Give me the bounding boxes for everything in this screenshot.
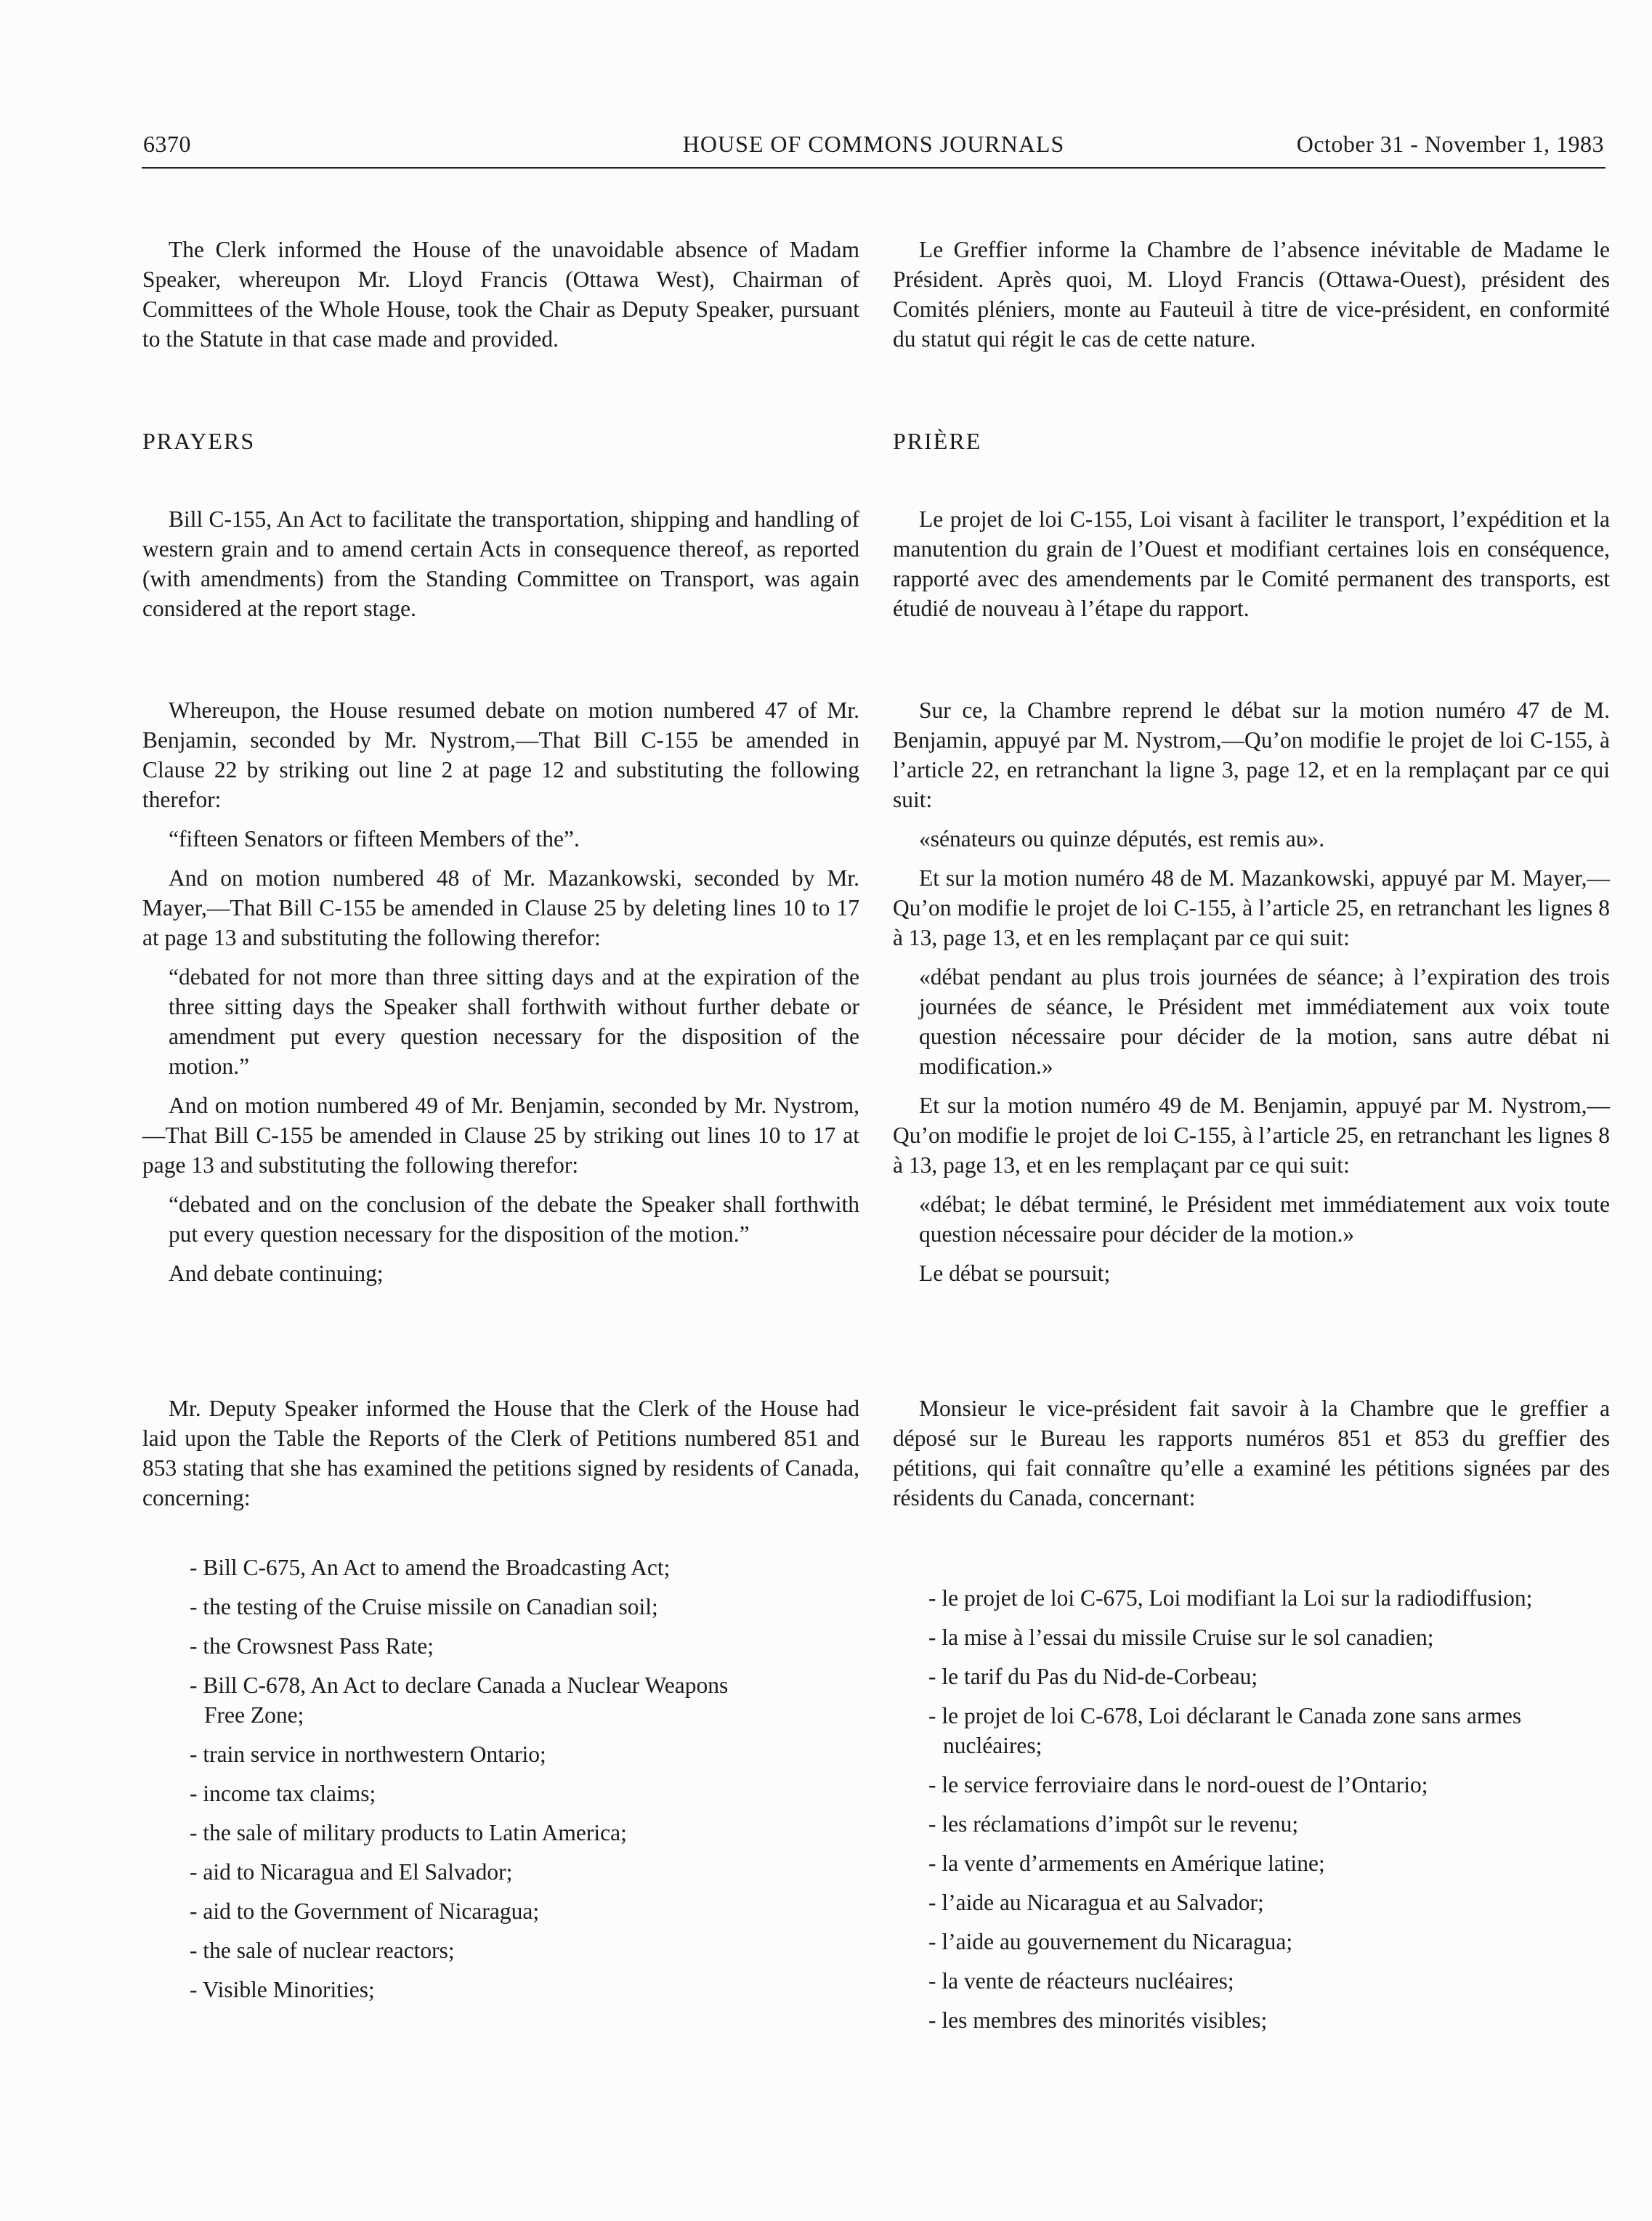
list-item: - la vente d’armements en Amérique latine; bbox=[928, 1850, 1325, 1876]
list-item: - le tarif du Pas du Nid-de-Corbeau; bbox=[928, 1664, 1258, 1689]
motions-section-fr bbox=[893, 695, 1610, 1288]
motion-47: Whereupon, the House resumed debate on motion numbered 47 of Mr. Benjamin, seconded by Mr. Nystrom,—That Bill C-155 be amended in Clause 22 by striking out line 2 at page 12 and substituting the following therefor: bbox=[142, 697, 859, 812]
petitions-intro-fr: Monsieur le vice-président fait savoir à la Chambre que le greffier a déposé sur le Bureau les rapports numéros 851 et 853 du greffier des pétitions, qui fait connaître qu’elle a examiné les pétitions signées par des résidents du Canada, concernant: bbox=[893, 1396, 1610, 1510]
petitions-intro: Mr. Deputy Speaker informed the House that the Clerk of the House had laid upon the Table the Reports of the Clerk of Petitions numbered 851 and 853 stating that she has examined the petitions signed by residents of Canada, concerning: bbox=[142, 1396, 859, 1510]
prayers-heading-fr: PRIÈRE bbox=[893, 428, 982, 454]
list-item: - Visible Minorities; bbox=[190, 1977, 375, 2002]
motion-49-quote-fr: «débat; le débat terminé, le Président met immédiatement aux voix toute question nécessaire pour décider de la motion.» bbox=[919, 1192, 1610, 1247]
list-item: - le projet de loi C-675, Loi modifiant la Loi sur la radiodiffusion; bbox=[928, 1585, 1533, 1611]
motion-47-quote: “fifteen Senators or fifteen Members of the”. bbox=[169, 826, 580, 851]
motion-48-fr: Et sur la motion numéro 48 de M. Mazankowski, appuyé par M. Mayer,—Qu’on modifie le projet de loi C-155, à l’article 25, en retranchant les lignes 8 à 13, page 13, et en les remplaçant par ce qui suit: bbox=[893, 865, 1610, 950]
list-item: - la vente de réacteurs nucléaires; bbox=[928, 1968, 1234, 1994]
bill-c155-paragraph-fr: Le projet de loi C-155, Loi visant à faciliter le transport, l’expédition et la manutention du grain de l’Ouest et modifiant certaines lois en conséquence, rapporté avec des amendements par le Comité permanent des transports, est étudié de nouveau à l’étape du rapport. bbox=[893, 506, 1610, 621]
debate-continuing: And debate continuing; bbox=[169, 1261, 384, 1286]
list-item: - le projet de loi C-678, Loi déclarant le Canada zone sans armes nucléaires; bbox=[928, 1703, 1522, 1758]
journal-title: HOUSE OF COMMONS JOURNALS bbox=[682, 131, 1065, 157]
motion-49-quote: “debated and on the conclusion of the debate the Speaker shall forthwith put every question necessary for the disposition of the motion.” bbox=[169, 1192, 859, 1247]
bill-c155-paragraph: Bill C-155, An Act to facilitate the transportation, shipping and handling of western grain and to amend certain Acts in consequence thereof, as reported (with amendments) from the Standing Committee on Transport, was again considered at the report stage. bbox=[142, 506, 859, 621]
list-item: - les réclamations d’impôt sur le revenu; bbox=[928, 1811, 1299, 1837]
intro-paragraph-fr: Le Greffier informe la Chambre de l’absence inévitable de Madame le Président. Après quoi, M. Lloyd Francis (Ottawa-Ouest), président des Comités pléniers, monte au Fauteuil à titre de vice-président, en conformité du statut qui régit le cas de cette nature. bbox=[893, 237, 1610, 352]
motion-49-fr: Et sur la motion numéro 49 de M. Benjamin, appuyé par M. Nystrom,—Qu’on modifie le projet de loi C-155, à l’article 25, en retranchant les lignes 8 à 13, page 13, et en les remplaçant par ce qui suit: bbox=[893, 1093, 1610, 1178]
list-item: - l’aide au gouvernement du Nicaragua; bbox=[928, 1929, 1293, 1954]
list-item: - the sale of nuclear reactors; bbox=[190, 1938, 455, 1963]
list-item: - the testing of the Cruise missile on Canadian soil; bbox=[190, 1594, 658, 1619]
sitting-date: October 31 - November 1, 1983 bbox=[1296, 131, 1604, 157]
list-item: - train service in northwestern Ontario; bbox=[190, 1741, 546, 1767]
page-number: 6370 bbox=[143, 131, 191, 157]
list-item: - the sale of military products to Latin America; bbox=[190, 1820, 627, 1845]
list-item: - Bill C-675, An Act to amend the Broadcasting Act; bbox=[190, 1555, 671, 1580]
page-header bbox=[142, 129, 1606, 169]
motion-49: And on motion numbered 49 of Mr. Benjamin, seconded by Mr. Nystrom,—That Bill C-155 be amended in Clause 25 by striking out lines 10 to 17 at page 13 and substituting the following therefor: bbox=[142, 1093, 859, 1178]
motion-48-quote: “debated for not more than three sitting days and at the expiration of the three sitting days the Speaker shall forthwith without further debate or amendment put every question necessary for the disposition of the motion.” bbox=[169, 964, 859, 1079]
list-item: - les membres des minorités visibles; bbox=[928, 2007, 1268, 2033]
list-item: - le service ferroviaire dans le nord-ouest de l’Ontario; bbox=[928, 1772, 1428, 1797]
list-item: - income tax claims; bbox=[190, 1781, 376, 1806]
petitions-list bbox=[142, 1553, 859, 2014]
list-item: - aid to the Government of Nicaragua; bbox=[190, 1898, 540, 1924]
list-item: - aid to Nicaragua and El Salvador; bbox=[190, 1859, 513, 1885]
list-item: - l’aide au Nicaragua et au Salvador; bbox=[928, 1890, 1264, 1915]
list-item: - la mise à l’essai du missile Cruise sur le sol canadien; bbox=[928, 1625, 1434, 1650]
prayers-heading: PRAYERS bbox=[142, 428, 256, 454]
motion-47-fr: Sur ce, la Chambre reprend le débat sur la motion numéro 47 de M. Benjamin, appuyé par M. Nystrom,—Qu’on modifie le projet de loi C-155, à l’article 22, en retranchant la ligne 3, page 12, et en la remplaçant par ce qui suit: bbox=[893, 697, 1610, 812]
motion-47-quote-fr: «sénateurs ou quinze députés, est remis au». bbox=[919, 826, 1325, 851]
list-item: - the Crowsnest Pass Rate; bbox=[190, 1633, 434, 1659]
list-item: - Bill C-678, An Act to declare Canada a Nuclear Weapons Free Zone; bbox=[190, 1672, 729, 1728]
petitions-list-fr bbox=[893, 1583, 1610, 2044]
motion-48-quote-fr: «débat pendant au plus trois journées de séance; à l’expiration des trois journées de séance, le Président met immédiatement aux voix toute question nécessaire pour décider de la motion, sans autre débat ni modification.» bbox=[919, 964, 1610, 1079]
motion-48: And on motion numbered 48 of Mr. Mazankowski, seconded by Mr. Mayer,—That Bill C-155 be amended in Clause 25 by deleting lines 10 to 17 at page 13 and substituting the following therefor: bbox=[142, 865, 859, 950]
debate-continuing-fr: Le débat se poursuit; bbox=[919, 1261, 1111, 1286]
motions-section bbox=[142, 695, 859, 1288]
intro-paragraph: The Clerk informed the House of the unavoidable absence of Madam Speaker, whereupon Mr. Lloyd Francis (Ottawa West), Chairman of Committees of the Whole House, took the Chair as Deputy Speaker, pursuant to the Statute in that case made and provided. bbox=[142, 237, 859, 352]
